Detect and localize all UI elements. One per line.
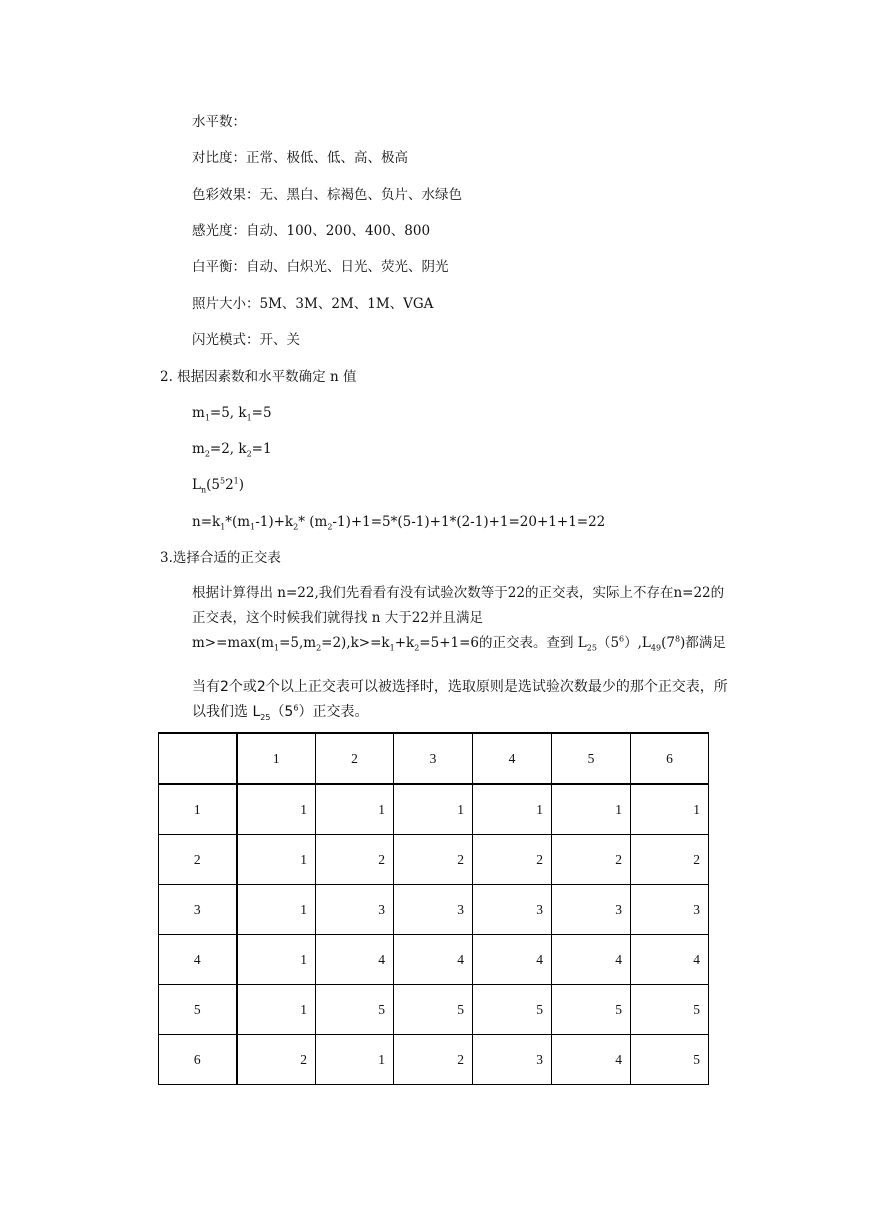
paragraph-selection-rule: 当有2个或2个以上正交表可以被选择时，选取原则是选试验次数最少的那个正交表，所以我们选 $L_{25}(5^6)$正交表。 — [192, 679, 728, 722]
table-row — [159, 835, 709, 885]
formula-m2-k2: $m_2=2$, $k_2=1$ — [192, 441, 272, 459]
table-cell: 5 — [316, 985, 394, 1035]
formula-m1-k1: $m_1=5$, $k_1=5$ — [192, 405, 272, 423]
table-cell: 2 — [394, 1035, 473, 1085]
table-header-row — [159, 733, 709, 784]
section-2-heading: 2. 根据因素数和水平数确定 n 值 — [160, 369, 357, 385]
table-cell: 2 — [631, 835, 709, 885]
formula-n: $n=k_1*(m_1-1)+k_2*$ $(m_2-1)+1=5*(5-1)+1*(2-1)+1=20+1+1=22$ — [192, 514, 606, 532]
section-3-heading: 3.选择合适的正交表 — [160, 550, 281, 566]
table-cell: 1 — [237, 935, 316, 985]
contrast-levels: 对比度：正常、极低、低、高、极高 — [192, 150, 408, 166]
table-cell: 3 — [316, 885, 394, 935]
column-header: 6 — [631, 733, 709, 784]
row-header: 2 — [159, 835, 237, 885]
table-cell: 4 — [473, 935, 552, 985]
row-header: 5 — [159, 985, 237, 1035]
table-cell: 3 — [552, 885, 631, 935]
orthogonal-table — [158, 732, 709, 1085]
paragraph-calculation: 根据计算得出 n=22,我们先看看有没有试验次数等于22的正交表，实际上不存在n=22的正交表，这个时候我们就得找 n 大于22并且满足$m>=\max(m_1=5,m_2=2),k>=k_1+k_2=5+1=6$的正交表。查到 $L_{25}(5^6),L_{49}(7^8)$都满足 — [192, 585, 726, 653]
table-cell: 4 — [552, 1035, 631, 1085]
row-header: 1 — [159, 784, 237, 835]
table-cell: 3 — [473, 885, 552, 935]
table-cell: 4 — [316, 935, 394, 985]
table-row — [159, 784, 709, 835]
table-cell: 4 — [552, 935, 631, 985]
table-cell: 1 — [552, 784, 631, 835]
table-cell: 5 — [473, 985, 552, 1035]
table-cell: 1 — [237, 835, 316, 885]
row-header: 4 — [159, 935, 237, 985]
table-cell: 1 — [237, 985, 316, 1035]
table-cell: 1 — [316, 1035, 394, 1085]
table-cell: 1 — [394, 784, 473, 835]
table-cell: 5 — [394, 985, 473, 1035]
table-cell: 1 — [237, 784, 316, 835]
table-cell: 5 — [631, 985, 709, 1035]
table-row — [159, 985, 709, 1035]
table-cell: 1 — [237, 885, 316, 935]
table-cell: 2 — [552, 835, 631, 885]
table-cell: 3 — [473, 1035, 552, 1085]
table-cell: 5 — [552, 985, 631, 1035]
table-cell: 2 — [316, 835, 394, 885]
photo-size-levels: 照片大小：5M、3M、2M、1M、VGA — [192, 296, 434, 312]
table-cell: 3 — [631, 885, 709, 935]
column-header: 3 — [394, 733, 473, 784]
color-effect-levels: 色彩效果：无、黑白、棕褐色、负片、水绿色 — [192, 187, 462, 203]
table-cell: 1 — [473, 784, 552, 835]
column-header: 4 — [473, 733, 552, 784]
table-cell: 2 — [237, 1035, 316, 1085]
iso-levels: 感光度：自动、100、200、400、800 — [192, 223, 431, 239]
table-row — [159, 1035, 709, 1085]
formula-ln: $L_n(5^52^1)$ — [192, 476, 245, 495]
table-cell: 1 — [316, 784, 394, 835]
column-header: 1 — [237, 733, 316, 784]
table-cell: 2 — [394, 835, 473, 885]
table-row — [159, 885, 709, 935]
white-balance-levels: 白平衡：自动、白炽光、日光、荧光、阴光 — [192, 259, 449, 275]
table-cell: 1 — [631, 784, 709, 835]
table-cell: 3 — [394, 885, 473, 935]
table-cell: 2 — [473, 835, 552, 885]
column-header: 5 — [552, 733, 631, 784]
table-cell: 5 — [631, 1035, 709, 1085]
row-header: 3 — [159, 885, 237, 935]
table-row — [159, 935, 709, 985]
column-header: 2 — [316, 733, 394, 784]
table-cell: 4 — [631, 935, 709, 985]
flash-levels: 闪光模式：开、关 — [192, 332, 300, 348]
table-corner-cell — [159, 733, 237, 784]
levels-heading: 水平数： — [192, 114, 246, 130]
row-header: 6 — [159, 1035, 237, 1085]
table-cell: 4 — [394, 935, 473, 985]
